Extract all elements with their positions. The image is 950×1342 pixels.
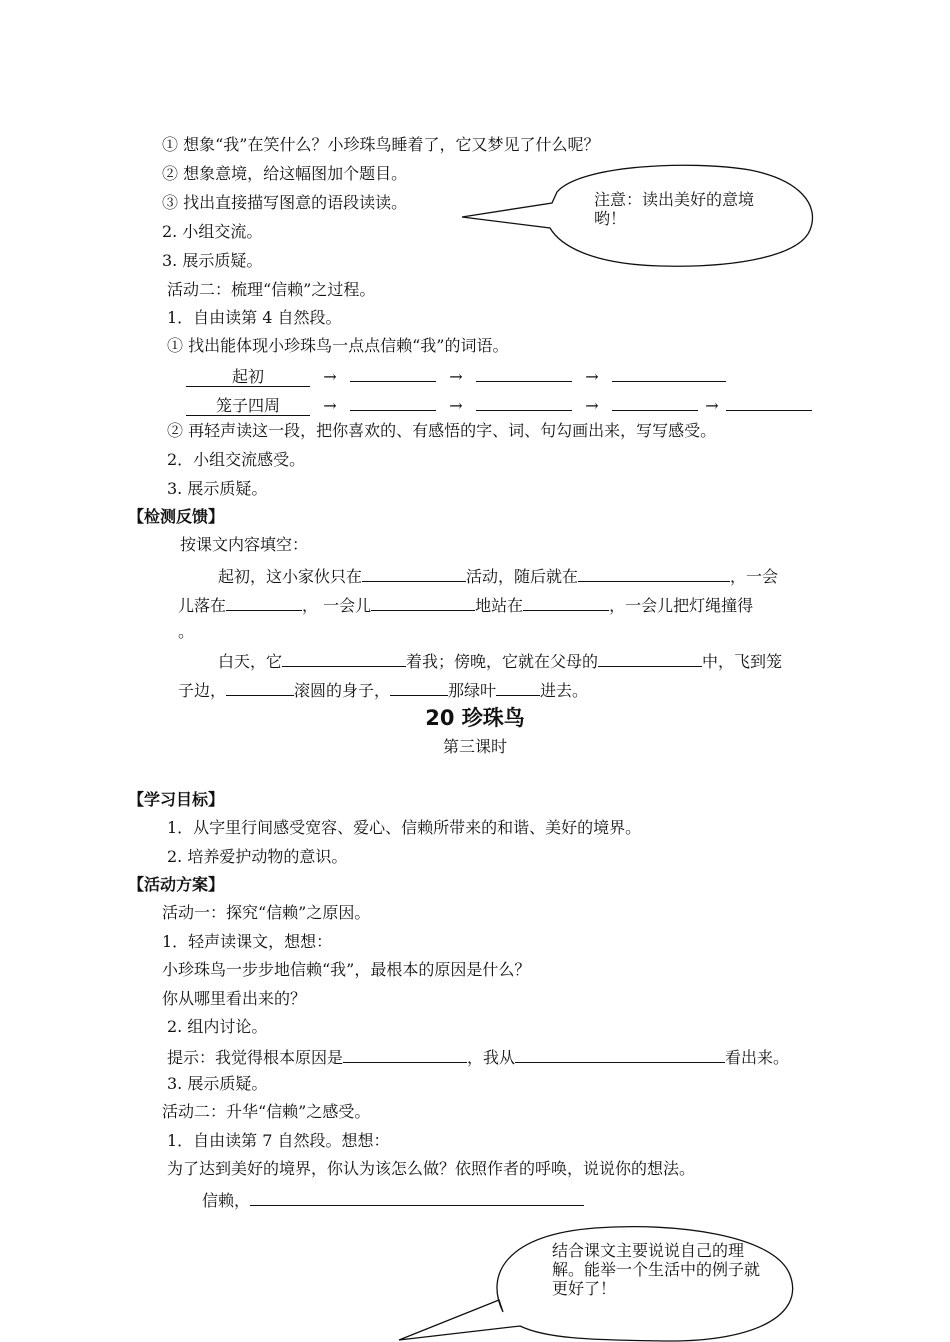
- chain-row-2: [186, 392, 812, 417]
- text: 儿落在: [178, 596, 227, 615]
- blank[interactable]: [612, 392, 698, 411]
- question-1: ① 想象“我”在笑什么？小珍珠鸟睡着了，它又梦见了什么呢？: [162, 135, 600, 154]
- activity-1-question-1: 小珍珠鸟一步步地信赖“我”，最根本的原因是什么？: [162, 960, 531, 979]
- blank[interactable]: [390, 677, 448, 696]
- fill-line-5: [178, 677, 588, 702]
- text: ，我从: [467, 1048, 516, 1067]
- feedback-intro: 按课文内容填空：: [180, 535, 309, 554]
- text: 提示：我觉得根本原因是: [167, 1048, 344, 1067]
- blank[interactable]: [282, 648, 406, 667]
- blank[interactable]: [350, 392, 436, 411]
- lesson-subtitle: 第三课时: [442, 737, 507, 756]
- activity-2-step-2: 2．小组交流感受。: [167, 450, 306, 469]
- blank[interactable]: [226, 592, 302, 611]
- text: 地站在: [475, 596, 524, 615]
- plan-heading: 【活动方案】: [128, 875, 225, 894]
- fill-line-1: [218, 563, 778, 588]
- activity-1-step-3: 3. 展示质疑。: [167, 1074, 268, 1093]
- text: 进去。: [540, 681, 589, 700]
- activity-1-step-1: 1．轻声读课文，想想：: [162, 932, 333, 951]
- activity-2-step-3: 3. 展示质疑。: [167, 479, 268, 498]
- text: 白天，它: [218, 652, 283, 671]
- activity-2b-question: 为了达到美好的境界，你认为该怎么做？依照作者的呼唤，说说你的想法。: [167, 1159, 696, 1178]
- fill-line-3: 。: [178, 622, 195, 641]
- activity-2b-step-1: 1．自由读第 7 自然段。想想：: [167, 1131, 390, 1150]
- blank[interactable]: [598, 648, 702, 667]
- blank[interactable]: [496, 677, 540, 696]
- lesson-title: 20 珍珠鸟: [425, 706, 525, 730]
- blank[interactable]: [226, 677, 294, 696]
- arrow-icon: →: [449, 396, 463, 415]
- chain-row-1: [186, 363, 726, 388]
- activity-2-title: 活动二：梳理“信赖”之过程。: [167, 280, 376, 299]
- blank[interactable]: [612, 363, 726, 382]
- blank[interactable]: [578, 563, 730, 582]
- text: 子边，: [178, 681, 227, 700]
- bubble-1-text: 注意：读出美好的意境哟！: [594, 190, 755, 228]
- text: ，一会: [730, 567, 779, 586]
- arrow-icon: →: [449, 367, 463, 386]
- trust-line: [202, 1187, 584, 1212]
- fill-line-2: [178, 592, 753, 617]
- activity-1-question-2: 你从哪里看出来的？: [162, 989, 307, 1008]
- activity-2-question-1: ① 找出能体现小珍珠鸟一点点信赖“我”的词语。: [167, 336, 509, 355]
- text: 着我；傍晚，它就在父母的: [406, 652, 599, 671]
- activity-2-question-2: ② 再轻声读这一段，把你喜欢的、有感悟的字、词、句勾画出来，写写感受。: [167, 421, 717, 440]
- text: 起初，这小家伙只在: [218, 567, 363, 586]
- blank[interactable]: [476, 363, 572, 382]
- blank[interactable]: [371, 592, 475, 611]
- activity-2b-title: 活动二：升华“信赖”之感受。: [162, 1102, 371, 1121]
- activity-2-step-1: 1．自由读第 4 自然段。: [167, 308, 342, 327]
- arrow-icon: →: [585, 396, 599, 415]
- activity-1-title: 活动一：探究“信赖”之原因。: [162, 903, 371, 922]
- goal-2: 2. 培养爱护动物的意识。: [167, 847, 348, 866]
- arrow-icon: →: [323, 367, 337, 386]
- bubble-2-text: 结合课文主要说说自己的理解。能举一个生活中的例子就更好了！: [552, 1241, 761, 1298]
- blank[interactable]: [515, 1044, 725, 1063]
- text: 滚圆的身子，: [294, 681, 391, 700]
- step-3: 3. 展示质疑。: [162, 251, 263, 270]
- chain-1-start: 起初: [186, 368, 310, 387]
- text: 活动，随后就在: [466, 567, 579, 586]
- blank[interactable]: [523, 592, 609, 611]
- blank[interactable]: [476, 392, 572, 411]
- blank[interactable]: [350, 363, 436, 382]
- text: ，一会儿把灯绳撞得: [609, 596, 754, 615]
- text: ， 一会儿: [302, 596, 372, 615]
- blank[interactable]: [343, 1044, 467, 1063]
- text: 那绿叶: [448, 681, 497, 700]
- arrow-icon: →: [585, 367, 599, 386]
- blank[interactable]: [250, 1187, 584, 1206]
- blank[interactable]: [362, 563, 466, 582]
- text: 中，飞到笼: [702, 652, 783, 671]
- blank[interactable]: [726, 392, 812, 411]
- arrow-icon: →: [705, 396, 719, 415]
- arrow-icon: →: [323, 396, 337, 415]
- step-2: 2. 小组交流。: [162, 222, 263, 241]
- hint-line: [167, 1044, 789, 1069]
- text: 看出来。: [725, 1048, 790, 1067]
- activity-1-step-2: 2. 组内讨论。: [167, 1017, 268, 1036]
- goals-heading: 【学习目标】: [128, 790, 225, 809]
- question-3: ③ 找出直接描写图意的语段读读。: [162, 193, 408, 212]
- chain-2-start: 笼子四周: [186, 397, 310, 416]
- goal-1: 1．从字里行间感受宽容、爱心、信赖所带来的和谐、美好的境界。: [167, 818, 642, 837]
- fill-line-4: [218, 648, 782, 673]
- question-2: ② 想象意境，给这幅图加个题目。: [162, 164, 408, 183]
- feedback-heading: 【检测反馈】: [128, 507, 225, 526]
- text: 信赖，: [202, 1191, 251, 1210]
